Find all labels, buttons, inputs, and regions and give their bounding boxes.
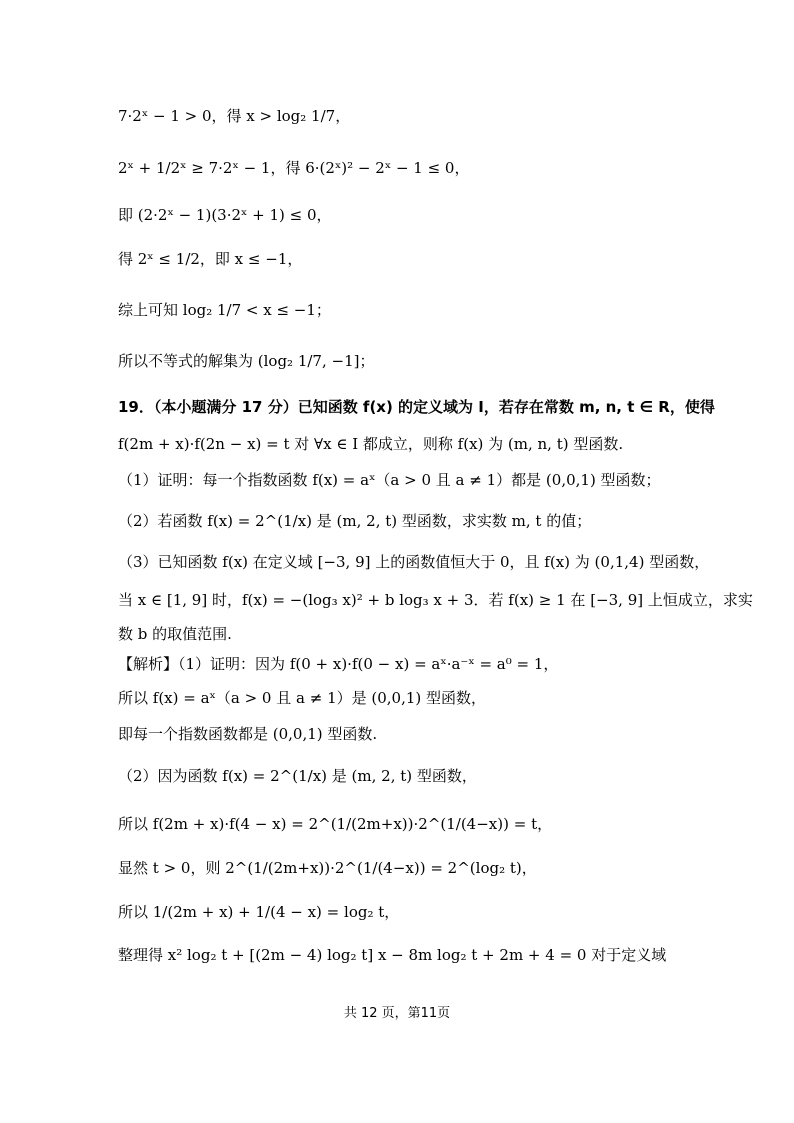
text-line: 即每一个指数函数都是 (0,0,1) 型函数. xyxy=(118,725,378,743)
text-line: 所以 f(x) = aˣ（a > 0 且 a ≠ 1）是 (0,0,1) 型函数， xyxy=(118,689,487,707)
question-heading: 19．（本小题满分 17 分）已知函数 f(x) 的定义域为 I，若存在常数 m, n, t ∈ R，使得 xyxy=(118,398,715,416)
text-line: 7·2ˣ − 1 > 0，得 x > log₂ 1/7， xyxy=(118,107,351,125)
text-line: 所以 1/(2m + x) + 1/(4 − x) = log₂ t， xyxy=(118,903,400,921)
text-line: 即 (2·2ˣ − 1)(3·2ˣ + 1) ≤ 0， xyxy=(118,206,332,224)
text-line: 所以 f(2m + x)·f(4 − x) = 2^(1/(2m+x))·2^(1/(4−x)) = t， xyxy=(118,815,553,833)
solution-heading: 【解析】（1）证明：因为 f(0 + x)·f(0 − x) = aˣ·a⁻ˣ = a⁰ = 1， xyxy=(118,655,559,673)
text-line: 数 b 的取值范围. xyxy=(118,625,232,643)
text-line: （2）因为函数 f(x) = 2^(1/x) 是 (m, 2, t) 型函数， xyxy=(118,767,477,785)
text-line: f(2m + x)·f(2n − x) = t 对 ∀x ∈ I 都成立，则称 f(x) 为 (m, n, t) 型函数. xyxy=(118,435,624,453)
text-line: （1）证明：每一个指数函数 f(x) = aˣ（a > 0 且 a ≠ 1）都是 (0,0,1) 型函数； xyxy=(118,471,661,489)
text-line: 2ˣ + 1/2ˣ ≥ 7·2ˣ − 1，得 6·(2ˣ)² − 2ˣ − 1 ≤ 0， xyxy=(118,159,470,177)
text-line: 所以不等式的解集为 (log₂ 1/7, −1]； xyxy=(118,352,375,370)
text-line: 整理得 x² log₂ t + [(2m − 4) log₂ t] x − 8m log₂ t + 2m + 4 = 0 对于定义域 xyxy=(118,946,667,964)
text-line: 当 x ∈ [1, 9] 时，f(x) = −(log₃ x)² + b log₃ x + 3．若 f(x) ≥ 1 在 [−3, 9] 上恒成立，求实 xyxy=(118,591,753,609)
text-line: 显然 t > 0，则 2^(1/(2m+x))·2^(1/(4−x)) = 2^(log₂ t)， xyxy=(118,859,537,877)
text-line: 综上可知 log₂ 1/7 < x ≤ −1； xyxy=(118,301,331,319)
page-footer: 共 12 页，第11页 xyxy=(343,1006,451,1021)
text-line: （3）已知函数 f(x) 在定义域 [−3, 9] 上的函数值恒大于 0，且 f(x) 为 (0,1,4) 型函数， xyxy=(118,553,710,571)
text-line: （2）若函数 f(x) = 2^(1/x) 是 (m, 2, t) 型函数，求实数 m, t 的值； xyxy=(118,512,592,530)
text-line: 得 2ˣ ≤ 1/2，即 x ≤ −1， xyxy=(118,250,303,268)
